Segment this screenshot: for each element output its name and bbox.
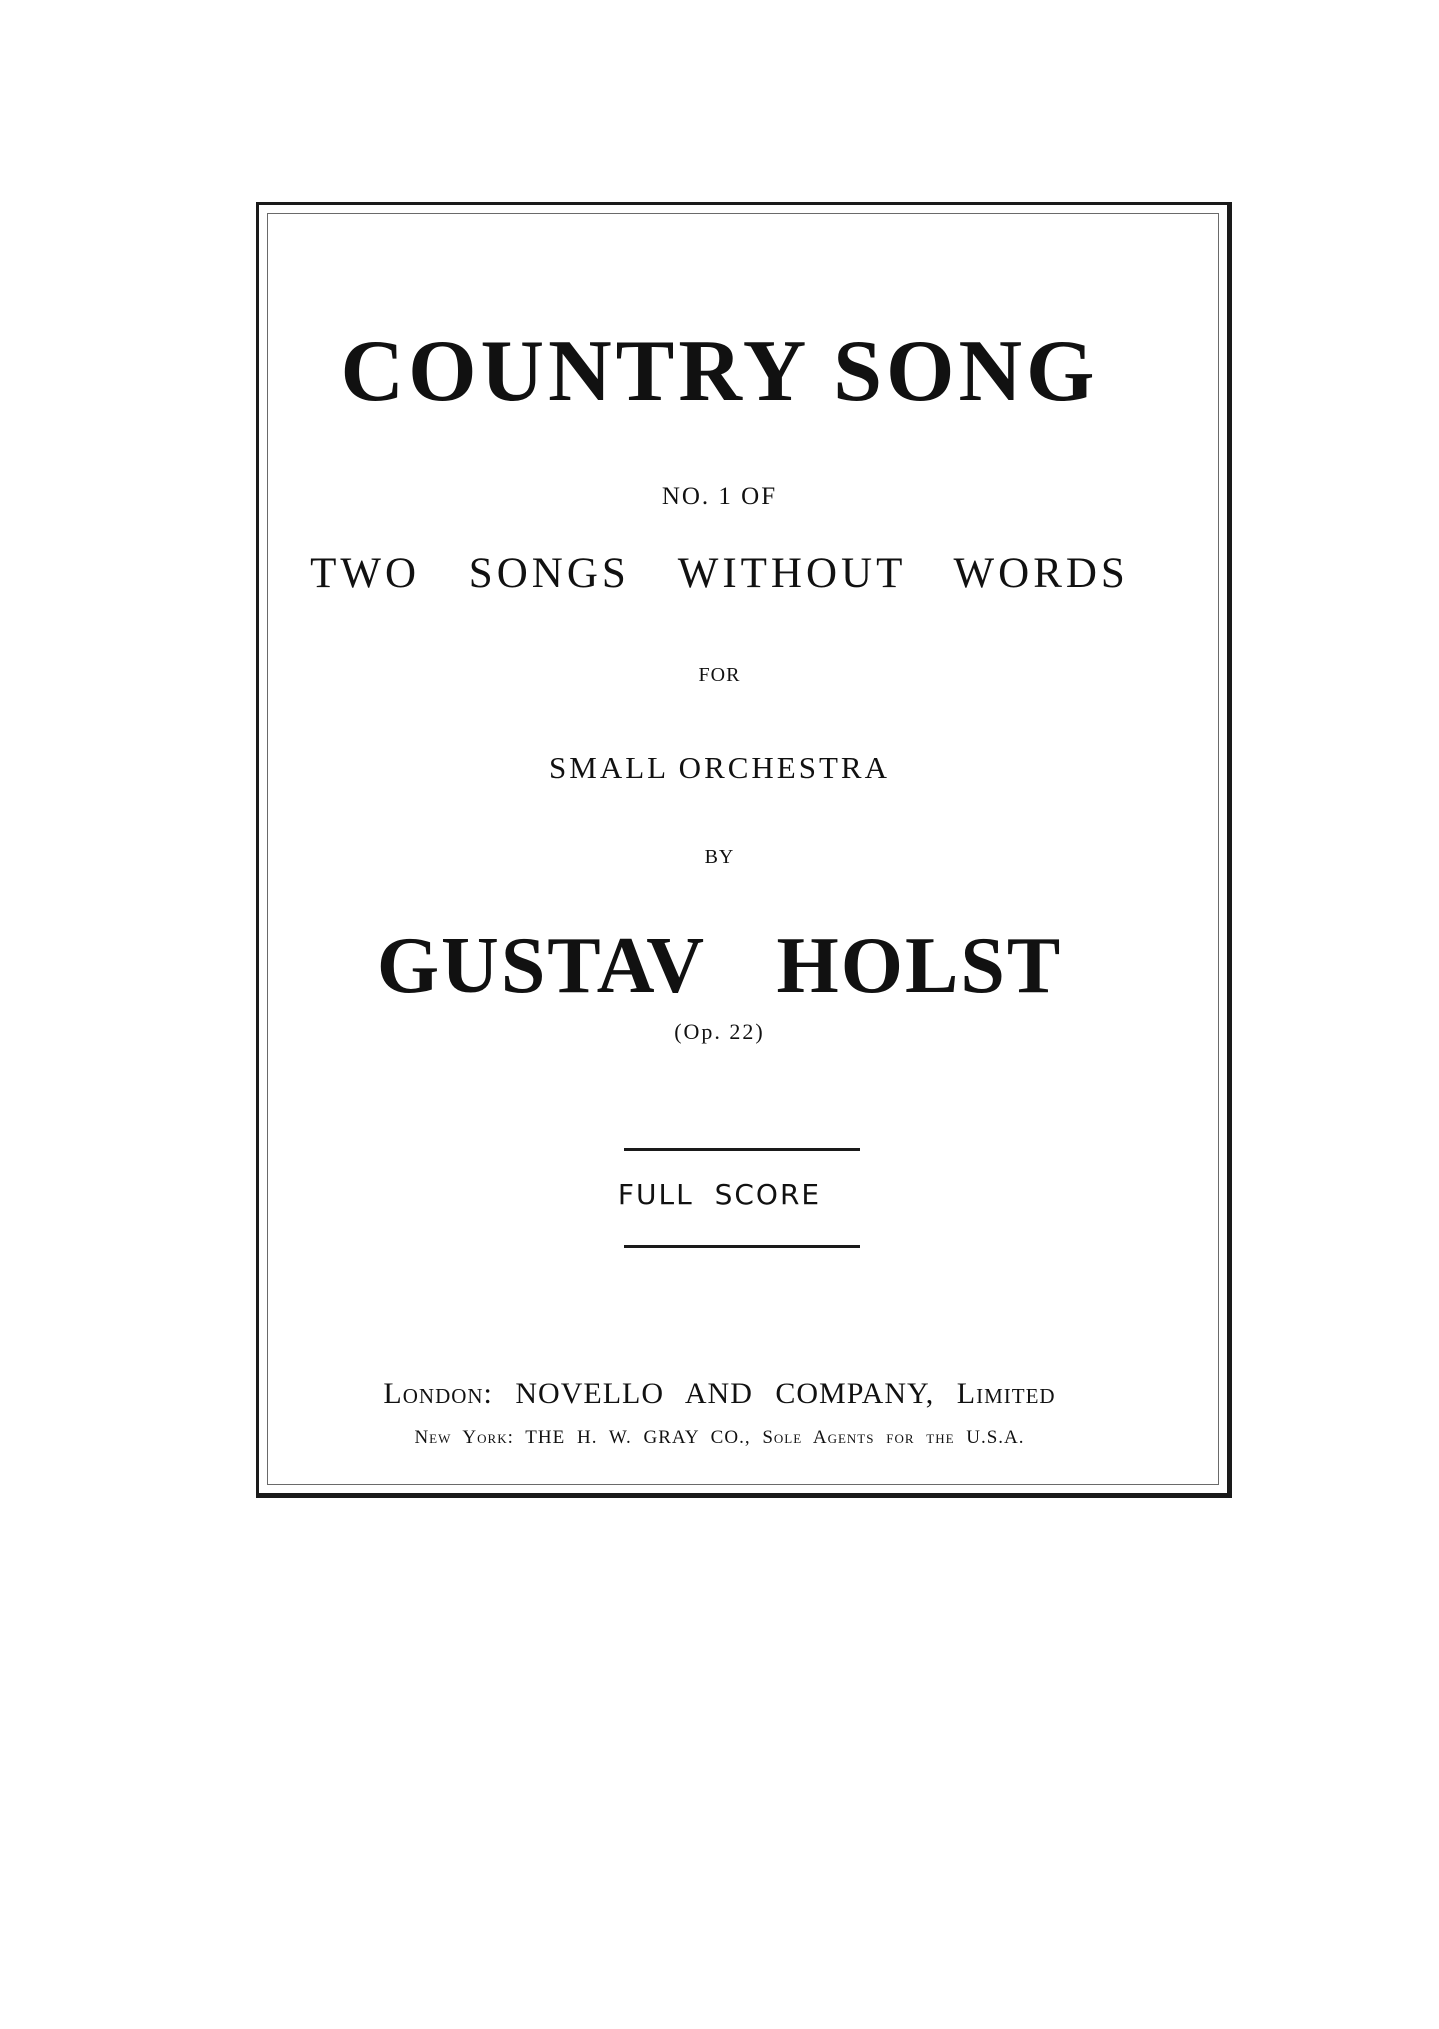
score-type: FULL SCORE [617,1178,822,1211]
ensemble-line: SMALL ORCHESTRA [549,750,890,785]
number-of-line: NO. 1 OF [661,483,778,510]
agents-line: New York: THE H. W. GRAY CO., Sole Agents for the U.S.A. [414,1427,1025,1448]
top-divider-rule [624,1148,860,1151]
by-line: BY [704,846,735,868]
opus-number: (Op. 22) [674,1019,765,1044]
collection-title: TWO SONGS WITHOUT WORDS [310,550,1129,597]
for-line: FOR [698,664,741,686]
publisher-line: London: NOVELLO AND COMPANY, Limited [383,1377,1056,1410]
bottom-divider-rule [624,1245,860,1248]
score-title: COUNTRY SONG [340,323,1099,420]
composer-name: GUSTAV HOLST [376,922,1063,1010]
